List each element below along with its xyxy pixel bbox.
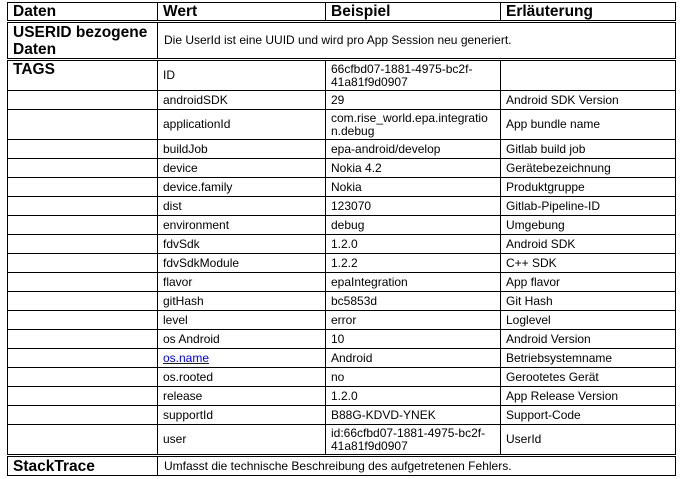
beispiel-cell: 1.2.0 xyxy=(326,387,501,406)
beispiel-cell: Android xyxy=(326,349,501,368)
empty-section-cell xyxy=(8,292,158,311)
erlaeuterung-cell: Gitlab-Pipeline-ID xyxy=(501,197,676,216)
userid-section-row xyxy=(8,22,676,60)
table-row xyxy=(8,235,676,254)
erlaeuterung-cell: Git Hash xyxy=(501,292,676,311)
erlaeuterung-cell: C++ SDK xyxy=(501,254,676,273)
beispiel-cell: 29 xyxy=(326,91,501,110)
header-beispiel: Beispiel xyxy=(326,3,501,22)
empty-section-cell xyxy=(8,159,158,178)
tag-link[interactable]: os.name xyxy=(163,350,210,365)
empty-section-cell xyxy=(8,273,158,292)
beispiel-cell: B88G-KDVD-YNEK xyxy=(326,406,501,425)
erlaeuterung-cell: Produktgruppe xyxy=(501,178,676,197)
stacktrace-section-description: Umfasst die technische Beschreibung des aufgetretenen Fehlers. xyxy=(158,456,676,476)
data-description-table xyxy=(7,2,676,476)
empty-section-cell xyxy=(8,311,158,330)
wert-cell: user xyxy=(158,425,326,456)
empty-section-cell xyxy=(8,425,158,456)
beispiel-cell: debug xyxy=(326,216,501,235)
erlaeuterung-cell: App bundle name xyxy=(501,110,676,140)
empty-section-cell xyxy=(8,178,158,197)
beispiel-cell: 123070 xyxy=(326,197,501,216)
wert-cell: flavor xyxy=(158,273,326,292)
wert-cell: supportId xyxy=(158,406,326,425)
beispiel-cell: 66cfbd07-1881-4975-bc2f-41a81f9d0907 xyxy=(326,60,501,91)
beispiel-cell: 1.2.0 xyxy=(326,235,501,254)
empty-section-cell xyxy=(8,216,158,235)
beispiel-cell: no xyxy=(326,368,501,387)
beispiel-cell: epa-android/develop xyxy=(326,140,501,159)
wert-cell: device.family xyxy=(158,178,326,197)
empty-section-cell xyxy=(8,91,158,110)
wert-cell: os Android xyxy=(158,330,326,349)
userid-section-label: USERID bezogene Daten xyxy=(8,22,158,60)
erlaeuterung-cell: Gerootetes Gerät xyxy=(501,368,676,387)
empty-section-cell xyxy=(8,254,158,273)
erlaeuterung-cell: Android Version xyxy=(501,330,676,349)
beispiel-cell: Nokia xyxy=(326,178,501,197)
userid-section-description: Die UserId ist eine UUID und wird pro App Session neu generiert. xyxy=(158,22,676,60)
wert-cell: fdvSdk xyxy=(158,235,326,254)
empty-section-cell xyxy=(8,330,158,349)
table-row xyxy=(8,178,676,197)
empty-section-cell xyxy=(8,368,158,387)
wert-cell: buildJob xyxy=(158,140,326,159)
empty-section-cell xyxy=(8,140,158,159)
table-row xyxy=(8,110,676,140)
table-row xyxy=(8,425,676,456)
beispiel-cell: Nokia 4.2 xyxy=(326,159,501,178)
erlaeuterung-cell: Gitlab build job xyxy=(501,140,676,159)
table-row xyxy=(8,387,676,406)
beispiel-cell: 1.2.2 xyxy=(326,254,501,273)
table-row xyxy=(8,273,676,292)
erlaeuterung-cell: Android SDK Version xyxy=(501,91,676,110)
erlaeuterung-cell: Android SDK xyxy=(501,235,676,254)
empty-section-cell xyxy=(8,197,158,216)
table-row xyxy=(8,254,676,273)
wert-cell: dist xyxy=(158,197,326,216)
header-erlaeuterung: Erläuterung xyxy=(501,3,676,22)
wert-cell: ID xyxy=(158,60,326,91)
header-daten: Daten xyxy=(8,3,158,22)
erlaeuterung-cell: Umgebung xyxy=(501,216,676,235)
beispiel-cell: bc5853d xyxy=(326,292,501,311)
table-row xyxy=(8,91,676,110)
table-row xyxy=(8,330,676,349)
wert-cell: os.rooted xyxy=(158,368,326,387)
table-header-row xyxy=(8,3,676,22)
wert-cell: release xyxy=(158,387,326,406)
beispiel-cell: com.rise_world.epa.integration.debug xyxy=(326,110,501,140)
wert-cell: environment xyxy=(158,216,326,235)
wert-cell: fdvSdkModule xyxy=(158,254,326,273)
empty-section-cell xyxy=(8,406,158,425)
table-row xyxy=(8,368,676,387)
wert-cell: device xyxy=(158,159,326,178)
empty-section-cell xyxy=(8,349,158,368)
beispiel-cell: 10 xyxy=(326,330,501,349)
wert-cell: gitHash xyxy=(158,292,326,311)
wert-cell: androidSDK xyxy=(158,91,326,110)
empty-section-cell xyxy=(8,387,158,406)
wert-cell: applicationId xyxy=(158,110,326,140)
beispiel-cell: id:66cfbd07-1881-4975-bc2f-41a81f9d0907 xyxy=(326,425,501,456)
tags-section-label: TAGS xyxy=(8,60,158,91)
table-row xyxy=(8,216,676,235)
erlaeuterung-cell: Gerätebezeichnung xyxy=(501,159,676,178)
empty-section-cell xyxy=(8,110,158,140)
table-row xyxy=(8,349,676,368)
erlaeuterung-cell xyxy=(501,60,676,91)
table-row xyxy=(8,292,676,311)
table-row xyxy=(8,311,676,330)
beispiel-cell: epaIntegration xyxy=(326,273,501,292)
table-row xyxy=(8,140,676,159)
empty-section-cell xyxy=(8,235,158,254)
erlaeuterung-cell: UserId xyxy=(501,425,676,456)
beispiel-cell: error xyxy=(326,311,501,330)
stacktrace-section-row xyxy=(8,456,676,476)
stacktrace-section-label: StackTrace xyxy=(8,456,158,476)
erlaeuterung-cell: Loglevel xyxy=(501,311,676,330)
header-wert: Wert xyxy=(158,3,326,22)
table-row xyxy=(8,197,676,216)
erlaeuterung-cell: Support-Code xyxy=(501,406,676,425)
table-row xyxy=(8,406,676,425)
wert-cell: level xyxy=(158,311,326,330)
wert-cell xyxy=(158,349,326,368)
erlaeuterung-cell: App flavor xyxy=(501,273,676,292)
erlaeuterung-cell: Betriebsystemname xyxy=(501,349,676,368)
table-row xyxy=(8,60,676,91)
erlaeuterung-cell: App Release Version xyxy=(501,387,676,406)
table-row xyxy=(8,159,676,178)
